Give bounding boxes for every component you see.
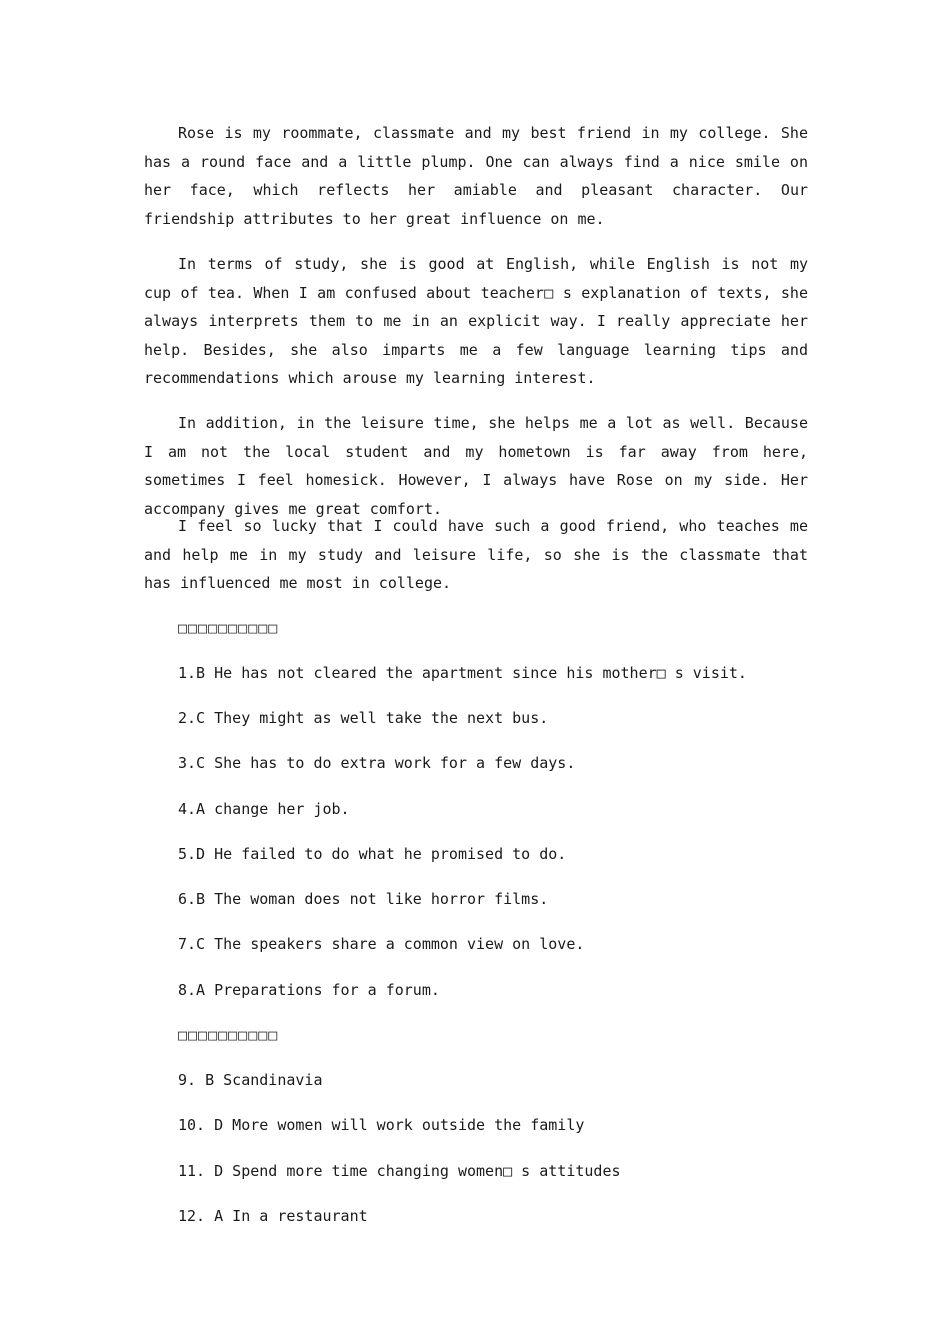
answer-item: 1.B He has not cleared the apartment since his mother□ s visit. — [178, 664, 747, 682]
essay-paragraph-3: In addition, in the leisure time, she helps me a lot as well. Because I am not the local student and my hometown is far away from here, sometimes I feel homesick. However, I always have Rose on my side. Her accompany gives me great comfort. — [144, 414, 808, 518]
answer-item: 10. D More women will work outside the family — [178, 1116, 585, 1134]
answer-item: 3.C She has to do extra work for a few days. — [178, 754, 576, 772]
answer-item: 2.C They might as well take the next bus. — [178, 709, 549, 727]
answer-item: 11. D Spend more time changing women□ s attitudes — [178, 1162, 621, 1180]
essay-paragraph-4: I feel so lucky that I could have such a good friend, who teaches me and help me in my study and leisure life, so she is the classmate that has influenced me most in college. — [144, 517, 808, 593]
answer-item: 8.A Preparations for a forum. — [178, 981, 440, 999]
answer-item: 7.C The speakers share a common view on love. — [178, 935, 585, 953]
essay-paragraph-2: In terms of study, she is good at English, while English is not my cup of tea. When I am confused about teacher□ s explanation of texts, she always interprets them to me in an explicit way. I really appreciate her help. Besides, she also imparts me a few language learning tips and recommendations which arouse my learning interest. — [144, 255, 808, 388]
essay-paragraph-1: Rose is my roommate, classmate and my best friend in my college. She has a round face and a little plump. One can always find a nice smile on her face, which reflects her amiable and pleasant character. Our friendship attributes to her great influence on me. — [144, 124, 808, 228]
answer-item: 4.A change her job. — [178, 800, 350, 818]
answer-item: 12. A In a restaurant — [178, 1207, 368, 1225]
section-heading-2: □□□□□□□□□□ — [178, 1026, 279, 1044]
answer-item: 5.D He failed to do what he promised to do. — [178, 845, 567, 863]
section-heading-1: □□□□□□□□□□ — [178, 619, 279, 637]
answer-item: 6.B The woman does not like horror films. — [178, 890, 549, 908]
answer-item: 9. B Scandinavia — [178, 1071, 323, 1089]
